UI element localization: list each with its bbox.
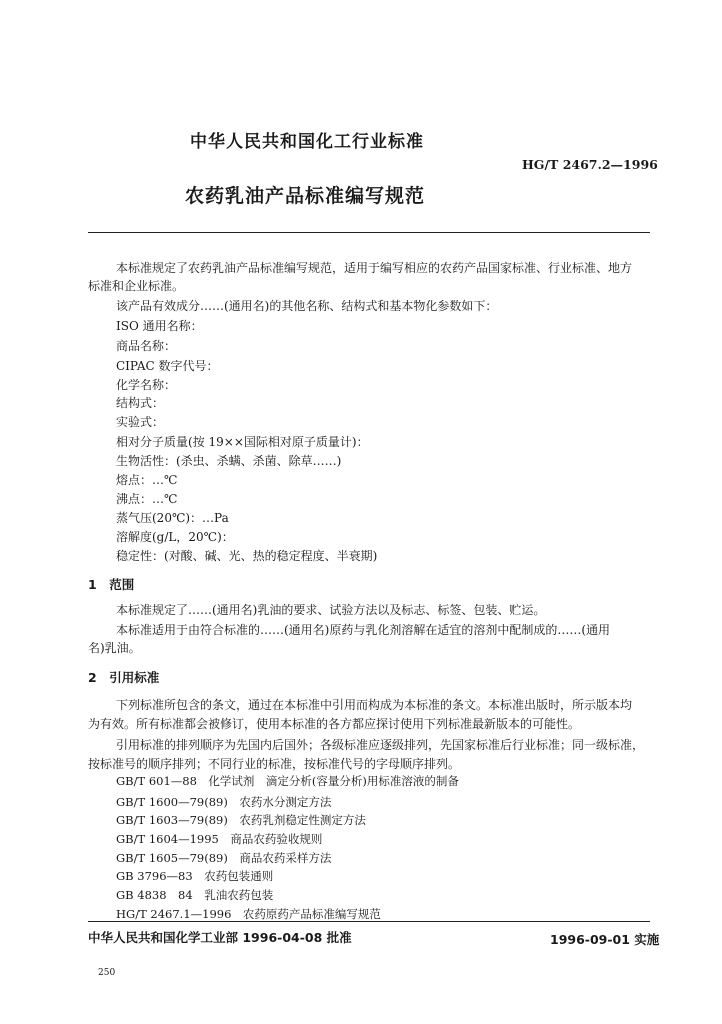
field-structural-formula: 结构式：	[116, 396, 165, 410]
reference-item: GB/T 1600—79(89) 农药水分测定方法	[116, 795, 332, 809]
field-molecular-mass: 相对分子质量(按 19××国际相对原子质量计)：	[116, 435, 369, 449]
page-number: 250	[98, 968, 116, 978]
section-1-paragraph-2-line-2: 名)乳油。	[88, 641, 141, 655]
field-boiling-point: 沸点：…℃	[116, 492, 178, 506]
header-divider	[88, 232, 650, 233]
approval-statement: 中华人民共和国化学工业部 1996-04-08 批准	[88, 930, 352, 945]
reference-item: GB/T 1603—79(89) 农药乳剂稳定性测定方法	[116, 813, 366, 827]
section-1-heading: 1 范围	[88, 577, 135, 592]
reference-item: HG/T 2467.1—1996 农药原药产品标准编写规范	[116, 907, 381, 921]
field-solubility: 溶解度(g/L，20℃)：	[116, 530, 234, 544]
footer-divider	[88, 921, 650, 922]
reference-item: GB/T 601—88 化学试剂 滴定分析(容量分析)用标准溶液的制备	[116, 774, 459, 788]
implementation-date: 1996-09-01 实施	[550, 932, 660, 947]
field-vapor-pressure: 蒸气压(20℃)：…Pa	[116, 511, 229, 525]
section-2-heading: 2 引用标准	[88, 670, 160, 685]
reference-item: GB 3796—83 农药包装通则	[116, 869, 274, 883]
org-title: 中华人民共和国化工行业标准	[190, 132, 424, 152]
field-stability: 稳定性：(对酸、碱、光、热的稳定程度、半衰期)	[116, 549, 378, 563]
section-1-paragraph-1: 本标准规定了……(通用名)乳油的要求、试验方法以及标志、标签、包装、贮运。	[116, 603, 546, 617]
field-empirical-formula: 实验式：	[116, 415, 165, 429]
reference-item: GB/T 1605—79(89) 商品农药采样方法	[116, 851, 332, 865]
section-2-paragraph-2-line-2: 按标准号的顺序排列；不同行业的标准，按标准代号的字母顺序排列。	[88, 757, 461, 771]
field-trade-name: 商品名称：	[116, 339, 177, 353]
intro-paragraph-line-1: 本标准规定了农药乳油产品标准编写规范，适用于编写相应的农药产品国家标准、行业标准、地方	[116, 261, 633, 275]
field-chemical-name: 化学名称：	[116, 378, 177, 392]
intro-paragraph-line-2: 标准和企业标准。	[88, 279, 185, 293]
reference-item: GB/T 1604—1995 商品农药验收规则	[116, 832, 323, 846]
field-iso-name: ISO 通用名称：	[116, 319, 203, 333]
intro-parameters-lead: 该产品有效成分……(通用名)的其他名称、结构式和基本物化参数如下：	[116, 299, 498, 313]
reference-item: GB 4838 84 乳油农药包装	[116, 888, 274, 902]
field-biological-activity: 生物活性：(杀虫、杀螨、杀菌、除草……)	[116, 454, 342, 468]
section-1-paragraph-2-line-1: 本标准适用于由符合标准的……(通用名)原药与乳化剂溶解在适宜的溶剂中配制成的……(通用	[116, 623, 611, 637]
section-2-paragraph-1-line-1: 下列标准所包含的条文，通过在本标准中引用而构成为本标准的条文。本标准出版时，所示版本均	[116, 698, 633, 712]
document-title: 农药乳油产品标准编写规范	[185, 185, 426, 207]
section-2-paragraph-2-line-1: 引用标准的排列顺序为先国内后国外；各级标准应逐级排列，先国家标准后行业标准；同一级标准，	[116, 738, 645, 752]
field-cipac-code: CIPAC 数字代号：	[116, 359, 219, 373]
field-melting-point: 熔点：…℃	[116, 473, 178, 487]
section-2-paragraph-1-line-2: 为有效。所有标准都会被修订，使用本标准的各方都应探讨使用下列标准最新版本的可能性。	[88, 717, 581, 731]
standard-code: HG/T 2467.2—1996	[522, 157, 658, 172]
